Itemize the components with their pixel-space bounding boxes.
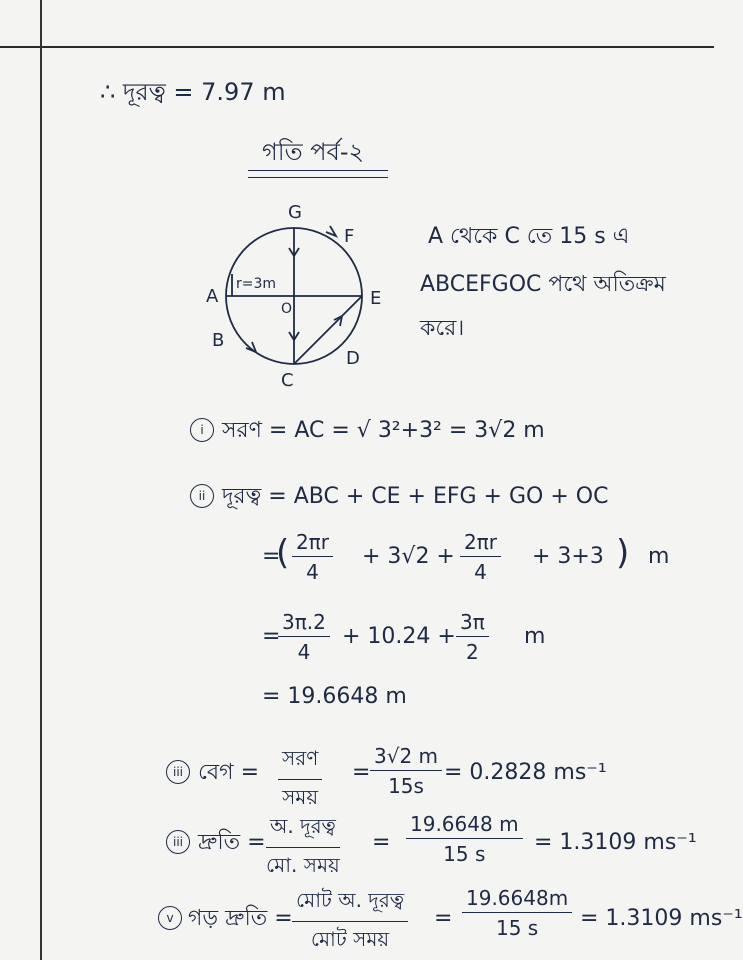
average-speed-result: = 1.3109 ms⁻¹ (580, 906, 743, 931)
frac-denominator: 4 (297, 640, 311, 664)
frac-numerator: মোট অ. দূরত্ব (292, 886, 408, 922)
velocity-result: = 0.2828 ms⁻¹ (444, 760, 607, 785)
distance-path-equation: দূরত্ব = ABC + CE + EFG + GO + OC (222, 484, 609, 509)
problem-line-1: A থেকে C তে 15 s এ (428, 224, 630, 249)
step-number-5: v (158, 906, 182, 930)
step-number-3: iii (166, 760, 190, 784)
frac-denominator: 15 s (443, 842, 486, 866)
frac-denominator: সময় (282, 785, 319, 809)
distance-line2-open-paren: ( (276, 533, 290, 573)
speed-result: = 1.3109 ms⁻¹ (534, 830, 697, 855)
problem-line-3: করে। (420, 316, 465, 341)
distance-line2-close-paren: ) (616, 533, 630, 573)
frac-denominator: 4 (474, 560, 487, 584)
speed-label: দ্রুতি = (198, 830, 266, 855)
frac-numerator: 3√2 m (370, 744, 442, 771)
speed-eq: = (372, 830, 391, 855)
frac-denominator: 2 (466, 640, 479, 664)
distance-result-line: ∴ দূরত্ব = 7.97 m (100, 78, 286, 106)
frac-numerator: 3π (456, 610, 489, 637)
problem-line-2: ABCEFGOC পথে অতিক্রম (420, 272, 666, 297)
frac-numerator: অ. দূরত্ব (266, 812, 340, 848)
velocity-frac-1 (278, 744, 322, 816)
frac-denominator: মোট সময় (310, 927, 390, 951)
speed-frac-1 (266, 812, 340, 884)
arrow-EFG (326, 226, 336, 236)
speed-frac-2 (406, 812, 523, 866)
distance-line3-middle: + 10.24 + (342, 624, 456, 649)
distance-line2-frac-1 (292, 530, 333, 584)
average-speed-label: গড় দ্রুতি = (188, 906, 293, 931)
frac-denominator: 15s (388, 774, 424, 798)
distance-line3-unit: m (524, 624, 546, 649)
frac-numerator: 2πr (460, 530, 501, 557)
frac-denominator: মো. সময় (266, 853, 340, 877)
distance-line2-middle: + 3√2 + (362, 544, 455, 569)
label-F: F (344, 226, 355, 247)
label-E: E (370, 288, 382, 309)
label-A: A (206, 286, 219, 307)
arrow-BC (246, 342, 256, 352)
distance-result: = 19.6648 m (262, 684, 407, 709)
frac-numerator: 2πr (292, 530, 333, 557)
label-O: O (281, 301, 293, 317)
step-number-1: i (190, 418, 214, 442)
average-speed-frac-1 (292, 886, 408, 958)
section-title: গতি পর্ব-২ (262, 138, 365, 166)
frac-denominator: 4 (306, 560, 319, 584)
distance-line3-frac-2 (456, 610, 489, 664)
label-B: B (212, 330, 225, 351)
step-number-4: iii (166, 830, 190, 854)
radius-label: r=3m (236, 276, 277, 292)
frac-numerator: 19.6648m (462, 886, 572, 913)
step-number-2: ii (190, 484, 214, 508)
displacement-equation: সরণ = AC = √ 3²+3² = 3√2 m (222, 418, 545, 443)
velocity-frac-2 (370, 744, 442, 798)
frac-denominator: 15 s (495, 916, 539, 940)
label-G: G (288, 202, 302, 223)
distance-line3-eq: = (262, 624, 281, 649)
frac-numerator: 3π.2 (278, 610, 330, 637)
distance-line3-frac-1 (278, 610, 330, 664)
distance-line2-unit: m (648, 544, 670, 569)
distance-line2-eq: = (262, 544, 281, 569)
distance-line2-end: + 3+3 (532, 544, 604, 569)
velocity-label: বেগ = (198, 760, 260, 785)
average-speed-frac-2 (462, 886, 572, 940)
label-D: D (346, 348, 360, 369)
velocity-eq: = (352, 760, 371, 785)
distance-line2-frac-2 (460, 530, 501, 584)
frac-numerator: 19.6648 m (406, 812, 523, 839)
average-speed-eq: = (434, 906, 453, 931)
frac-numerator: সরণ (278, 744, 322, 780)
label-C: C (281, 370, 294, 391)
